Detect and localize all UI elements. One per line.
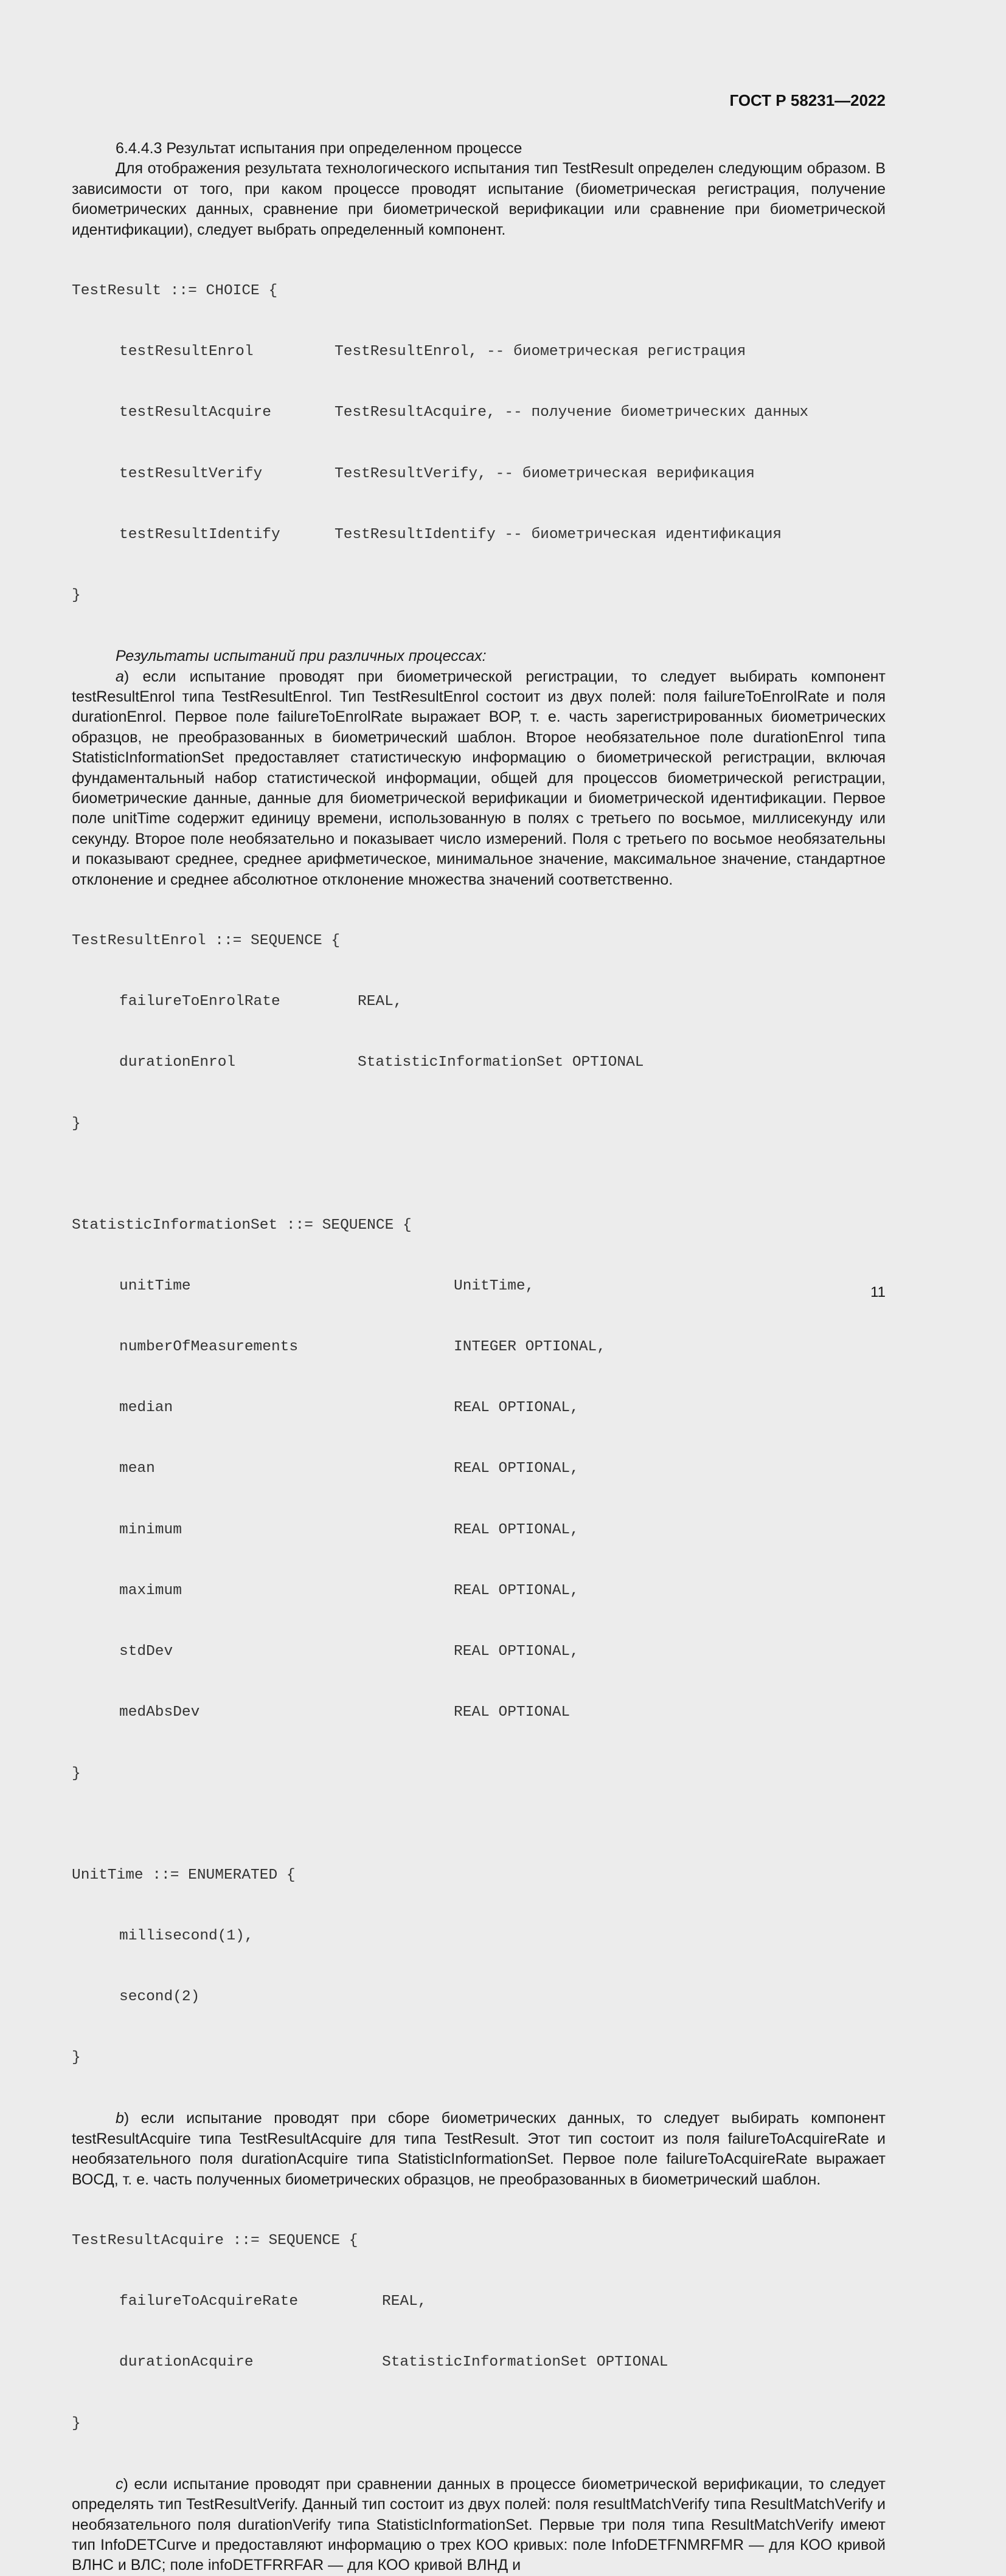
code-line: TestResult ::= CHOICE {: [72, 282, 278, 299]
code-block-statistic: [72, 1175, 886, 1825]
document-body: [72, 139, 886, 2576]
item-text: ) если испытание проводят при биометрической регистрации, то следует выбирать компонент testResultEnrol типа TestResultEnrol. Тип TestResultEnrol состоит из двух полей: поля failureToEnrolRate и поля durationEnrol. Первое поле failureToEnrolRate выражает ВОР, т. е. часть зарегистрированных биометрических образцов, не преобразованных в биометрический шаблон. Второе необязательное поле durationEnrol типа StatisticInformationSet предоставляет статистическую информацию о биометрической регистрации, включая фундаментальный набор статистической информации, общей для процессов биометрической регистрации, биометрические данные, данные для биометрической верификации и биометрической идентификации. Первое поле unitTime содержит единицу времени, использованную в полях с третьего по восьмое, миллисекунду или секунду. Второе поле необязательно и показывает число измерений. Поля с третьего по восьмое необязательны и показывают среднее, среднее арифметическое, минимальное значение, максимальное значение, стандартное отклонение и среднее абсолютное отклонение множества значений соответственно.: [72, 668, 886, 888]
code-field: numberOfMeasurements: [119, 1338, 299, 1355]
code-line: TestResultAcquire ::= SEQUENCE {: [72, 2232, 358, 2249]
code-type: StatisticInformationSet OPTIONAL: [358, 1054, 644, 1071]
code-row: [72, 1276, 886, 1296]
code-type: REAL,: [358, 993, 403, 1010]
code-field: testResultIdentify: [119, 526, 280, 543]
code-type: REAL OPTIONAL,: [454, 1521, 579, 1538]
item-c-paragraph: [72, 2474, 886, 2576]
code-type: TestResultIdentify -- биометрическая идентификация: [335, 526, 782, 543]
code-field: mean: [119, 1460, 155, 1477]
code-line: }: [72, 2415, 81, 2432]
code-type: REAL OPTIONAL,: [454, 1643, 579, 1660]
code-field: durationEnrol: [119, 1054, 236, 1071]
code-row: [72, 1520, 886, 1540]
code-field: median: [119, 1400, 173, 1417]
code-type: INTEGER OPTIONAL,: [454, 1338, 606, 1355]
item-text: ) если испытание проводят при сборе биометрических данных, то следует выбирать компонент testResultAcquire типа TestResultAcquire для типа TestResult. Этот тип состоит из поля failureToAcquireRate и необязательного поля durationAcquire типа StatisticInformationSet. Первое поле failureToAcquireRate выражает ВОСД, т. е. часть полученных биометрических образцов, не преобразованных в биометрический шаблон.: [72, 2110, 886, 2188]
code-type: UnitTime,: [454, 1277, 535, 1294]
code-row: [72, 1642, 886, 1662]
item-a-paragraph: [72, 667, 886, 890]
code-type: REAL OPTIONAL,: [454, 1460, 579, 1477]
code-field: unitTime: [119, 1277, 191, 1294]
code-type: TestResultVerify, -- биометрическая верификация: [335, 465, 755, 482]
item-b-paragraph: [72, 2108, 886, 2190]
code-enum-value: millisecond(1),: [119, 1927, 254, 1944]
code-row: [72, 2291, 886, 2312]
code-row: [72, 1987, 886, 2007]
code-field: medAbsDev: [119, 1704, 200, 1721]
code-line: }: [72, 1765, 81, 1782]
standard-header: ГОСТ Р 58231—2022: [729, 91, 886, 109]
intro-paragraph: Для отображения результата технологического испытания тип TestResult определен следующим образом. В зависимости от того, при каком процессе проводят испытание (биометрическая регистрация, получение биометрических данных, сравнение при биометрической верификации или сравнение при биометрической идентификации), следует выбрать определенный компонент.: [72, 160, 886, 238]
code-field: durationAcquire: [119, 2354, 254, 2371]
code-row: [72, 1398, 886, 1418]
item-text: ) если испытание проводят при сравнении данных в процессе биометрической верификации, то следует определять тип TestResultVerify. Данный тип состоит из двух полей: поля resultMatchVerify типа ResultMatchVerify и необязательного поля durationVerify типа StatisticInformationSet. Первые три поля типа ResultMatchVerify имеют тип InfoDETCurve и предоставляют информацию о трех КОО кривых: поле InfoDETFNMRFMR — для КОО кривой ВЛНС и ВЛС; поле infoDETFRRFAR — для КОО кривой ВЛНД и: [72, 2475, 886, 2574]
code-field: testResultEnrol: [119, 344, 254, 361]
item-label: c: [116, 2475, 123, 2493]
code-field: testResultAcquire: [119, 404, 271, 421]
code-row: [72, 1052, 886, 1072]
item-label: b: [116, 2110, 124, 2127]
code-row: [72, 402, 886, 423]
code-line: }: [72, 1115, 81, 1132]
code-row: [72, 342, 886, 362]
code-block-enrol: [72, 890, 886, 1175]
code-row: [72, 992, 886, 1012]
code-field: failureToEnrolRate: [119, 993, 280, 1010]
code-row: [72, 1459, 886, 1479]
code-type: REAL OPTIONAL,: [454, 1400, 579, 1417]
code-type: TestResultAcquire, -- получение биометрических данных: [335, 404, 809, 421]
code-row: [72, 1581, 886, 1601]
code-row: [72, 1926, 886, 1946]
code-type: REAL OPTIONAL,: [454, 1582, 579, 1599]
code-block-unit-time: [72, 1825, 886, 2109]
code-enum-value: second(2): [119, 1988, 200, 2005]
code-block-acquire: [72, 2190, 886, 2474]
code-row: [72, 1702, 886, 1722]
code-field: stdDev: [119, 1643, 173, 1660]
code-line: }: [72, 587, 81, 604]
code-field: failureToAcquireRate: [119, 2293, 299, 2310]
code-type: TestResultEnrol, -- биометрическая регистрация: [335, 344, 746, 361]
code-row: [72, 525, 886, 545]
results-heading: Результаты испытаний при различных процессах:: [116, 647, 487, 665]
code-row: [72, 2352, 886, 2372]
code-row: [72, 1337, 886, 1357]
code-line: UnitTime ::= ENUMERATED {: [72, 1866, 296, 1884]
code-line: StatisticInformationSet ::= SEQUENCE {: [72, 1217, 412, 1234]
code-row: [72, 464, 886, 484]
code-type: REAL,: [382, 2293, 427, 2310]
code-field: maximum: [119, 1582, 182, 1599]
section-title: 6.4.4.3 Результат испытания при определенном процессе: [116, 140, 522, 157]
code-type: StatisticInformationSet OPTIONAL: [382, 2354, 668, 2371]
item-label: a: [116, 668, 124, 685]
code-field: minimum: [119, 1521, 182, 1538]
page-number: 11: [870, 1284, 886, 1300]
code-line: }: [72, 2049, 81, 2067]
code-field: testResultVerify: [119, 465, 263, 482]
code-line: TestResultEnrol ::= SEQUENCE {: [72, 932, 341, 949]
code-block-test-result: [72, 240, 886, 646]
code-type: REAL OPTIONAL: [454, 1704, 571, 1721]
